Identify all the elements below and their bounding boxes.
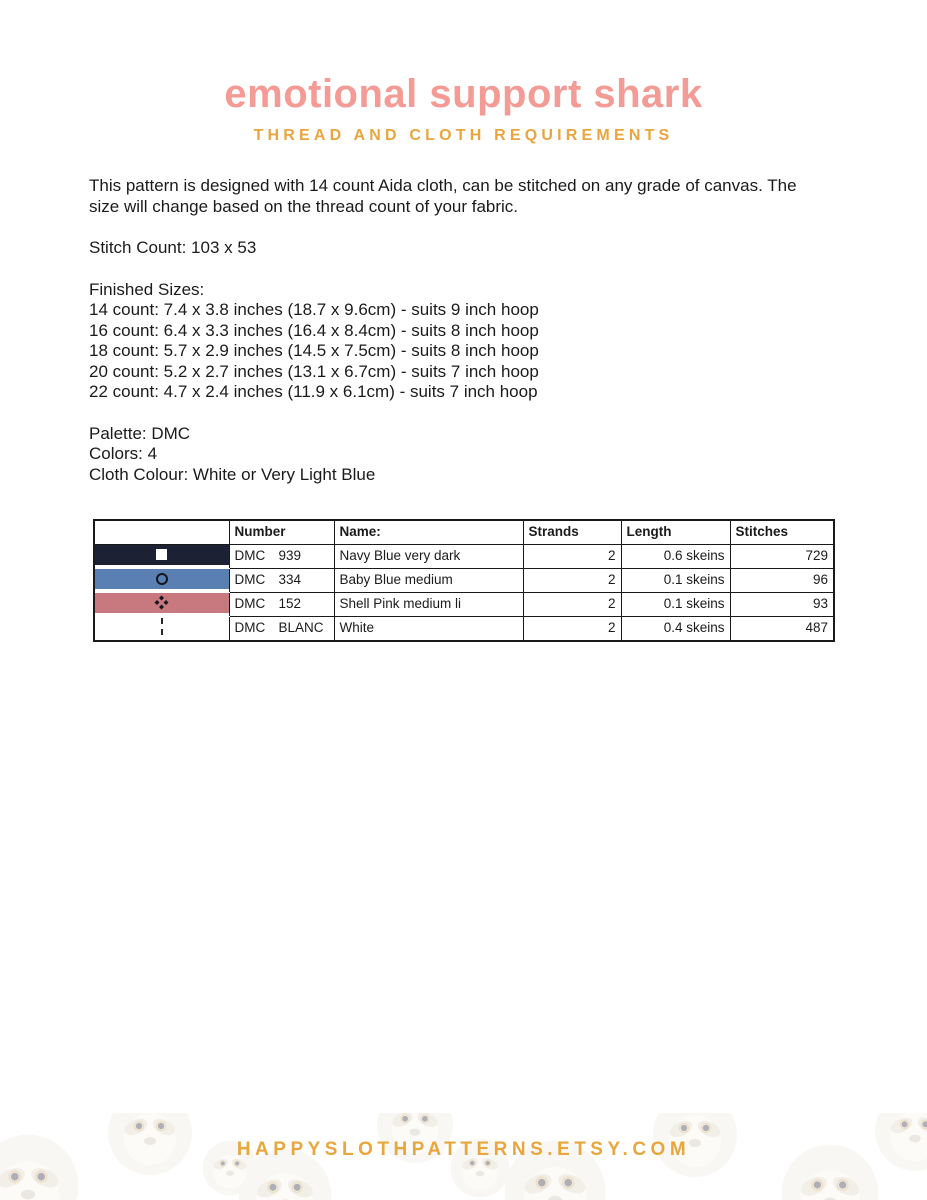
thread-requirements-table xyxy=(93,519,835,642)
stitches-cell: 96 xyxy=(730,568,834,592)
brand-label: DMC xyxy=(234,620,266,635)
color-swatch-cell xyxy=(94,616,229,641)
header-swatch xyxy=(94,520,229,544)
thread-code: 152 xyxy=(278,596,302,611)
color-swatch xyxy=(95,617,229,637)
number-cell xyxy=(229,568,334,592)
length-cell: 0.1 skeins xyxy=(621,568,730,592)
footer-url: HAPPYSLOTHPATTERNS.ETSY.COM xyxy=(236,1139,691,1160)
name-cell: Navy Blue very dark xyxy=(334,544,523,568)
finished-size-line: 14 count: 7.4 x 3.8 inches (18.7 x 9.6cm) - suits 9 inch hoop xyxy=(89,300,539,319)
brand-label: DMC xyxy=(234,548,266,563)
finished-size-line: 18 count: 5.7 x 2.9 inches (14.5 x 7.5cm) - suits 8 inch hoop xyxy=(89,341,539,360)
white-square-icon xyxy=(156,549,167,560)
finished-size-line: 20 count: 5.2 x 2.7 inches (13.1 x 6.7cm) - suits 7 inch hoop xyxy=(89,361,539,381)
finished-sizes-label: Finished Sizes: xyxy=(89,279,205,299)
strands-cell: 2 xyxy=(523,544,621,568)
name-cell: Baby Blue medium xyxy=(334,568,523,592)
header-number: Number xyxy=(229,520,334,544)
thread-row xyxy=(94,616,834,641)
color-swatch xyxy=(95,545,229,565)
strands-cell: 2 xyxy=(523,568,621,592)
table-header-row xyxy=(94,520,834,544)
cloth-colour-line: Cloth Colour: White or Very Light Blue xyxy=(89,464,376,484)
header-name: Name: xyxy=(334,520,523,544)
palette-line: Palette: DMC xyxy=(89,423,191,443)
diamond-cluster-icon xyxy=(154,595,169,610)
length-cell: 0.1 skeins xyxy=(621,592,730,616)
finished-sizes-list xyxy=(89,300,838,403)
thread-row xyxy=(94,544,834,568)
name-cell: White xyxy=(334,616,523,641)
dashed-line-icon xyxy=(161,618,163,635)
stitches-cell: 729 xyxy=(730,544,834,568)
thread-row xyxy=(94,568,834,592)
page-subtitle: THREAD AND CLOTH REQUIREMENTS xyxy=(253,127,674,144)
color-swatch-cell xyxy=(94,544,229,568)
header-stitches: Stitches xyxy=(730,520,834,544)
number-cell xyxy=(229,616,334,641)
stitches-cell: 93 xyxy=(730,592,834,616)
name-cell: Shell Pink medium li xyxy=(334,592,523,616)
thread-code: 939 xyxy=(278,548,302,563)
finished-size-line: 22 count: 4.7 x 2.4 inches (11.9 x 6.1cm) - suits 7 inch hoop xyxy=(89,382,538,401)
stitches-cell: 487 xyxy=(730,616,834,641)
circle-outline-icon xyxy=(156,573,168,585)
color-swatch xyxy=(95,593,229,613)
header-length: Length xyxy=(621,520,730,544)
strands-cell: 2 xyxy=(523,592,621,616)
stitch-count-line: Stitch Count: 103 x 53 xyxy=(89,238,257,257)
number-cell xyxy=(229,544,334,568)
length-cell: 0.4 skeins xyxy=(621,616,730,641)
footer xyxy=(0,1113,927,1200)
intro-paragraph: This pattern is designed with 14 count Aida cloth, can be stitched on any grade of canvas. The size will change based on the thread count of your fabric. xyxy=(89,176,797,216)
colors-line: Colors: 4 xyxy=(89,444,158,463)
header-strands: Strands xyxy=(523,520,621,544)
thread-code: 334 xyxy=(278,572,302,587)
brand-label: DMC xyxy=(234,572,266,587)
number-cell xyxy=(229,592,334,616)
thread-row xyxy=(94,592,834,616)
color-swatch xyxy=(95,569,229,589)
document-body xyxy=(89,176,838,642)
strands-cell: 2 xyxy=(523,616,621,641)
brand-label: DMC xyxy=(234,596,266,611)
page-title: emotional support shark xyxy=(224,72,703,116)
thread-code: BLANC xyxy=(278,620,324,635)
color-swatch-cell xyxy=(94,568,229,592)
color-swatch-cell xyxy=(94,592,229,616)
length-cell: 0.6 skeins xyxy=(621,544,730,568)
finished-size-line: 16 count: 6.4 x 3.3 inches (16.4 x 8.4cm) - suits 8 inch hoop xyxy=(89,320,539,340)
